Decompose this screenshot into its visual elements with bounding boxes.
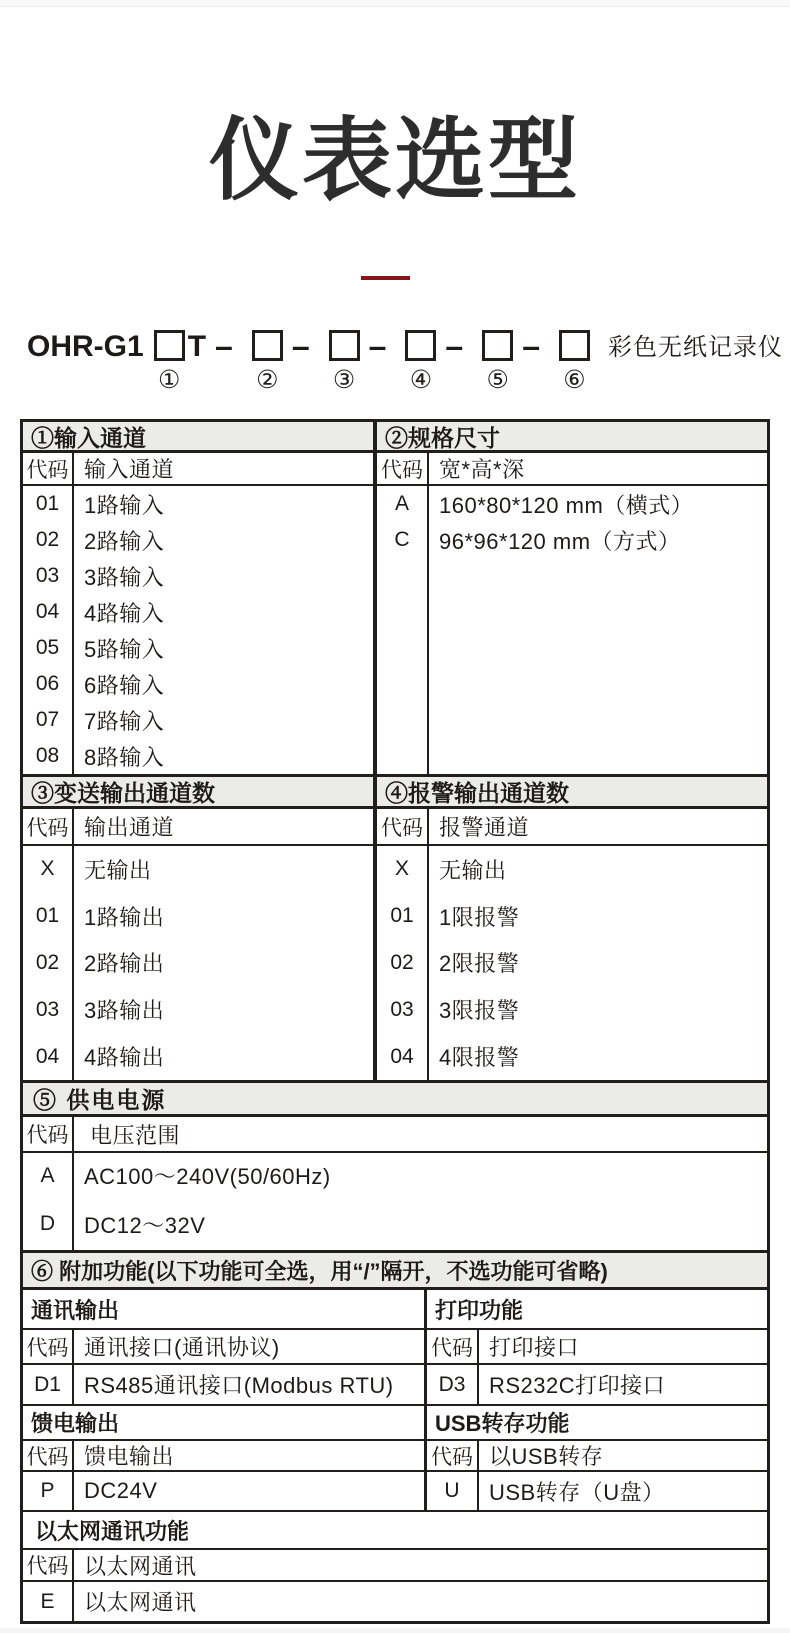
section-header-band-1-2 [23,422,767,453]
desc-header: 以USB转存 [489,1444,604,1469]
row-code: D3 [427,1365,479,1404]
box-index-1: ① [157,366,181,394]
row-desc: DC24V [84,1478,158,1503]
code-header: 代码 [23,1441,74,1470]
column-header-row [23,1550,767,1582]
selection-table [20,419,770,1624]
section-3-title: ③变送输出通道数 [23,777,377,806]
row-desc: 无输出 [84,857,152,883]
code-header: 代码 [23,453,74,484]
row-code: D [23,1198,74,1250]
section-body-band-1-2 [23,453,767,777]
table-row [23,1033,373,1080]
section-6-body [23,1290,767,1512]
empty-filler [377,558,767,774]
section-4-title: ④报警输出通道数 [385,780,569,806]
table-row [23,893,373,940]
column-header-row [377,809,767,846]
print-function-title: 打印功能 [427,1290,767,1330]
section-header-band-3-4 [23,777,767,809]
option-box-4 [405,330,436,361]
model-t-suffix: T [187,330,207,363]
code-header: 代码 [377,809,429,844]
desc-header: 输入通道 [84,457,175,482]
ethernet-section [23,1512,767,1621]
row-code: 08 [23,738,74,774]
table-row [23,1365,424,1406]
table-row [23,1198,767,1250]
row-code: A [23,1153,74,1198]
column-header-row [23,1330,424,1365]
section-3-body [23,809,377,1080]
page-top-strip [0,0,790,7]
section-1-title: ①输入通道 [23,422,377,450]
row-code: 03 [23,558,74,594]
column-header-row [23,453,373,486]
option-box-3 [329,330,360,361]
row-desc: 2路输入 [84,528,165,554]
row-code: 02 [23,522,74,558]
section-body-band-3-4 [23,809,767,1083]
row-desc: 3路输出 [84,998,165,1024]
section-5-body [23,1117,767,1250]
row-desc: 2路输出 [84,951,165,977]
model-box-4 [405,327,436,393]
box-index-2: ② [256,366,279,394]
model-code-line [27,327,783,393]
column-header-row [23,809,373,846]
table-row [23,594,373,630]
row-code: 04 [23,594,74,630]
row-desc: RS485通讯接口(Modbus RTU) [84,1373,394,1398]
page-bottom-strip [0,1628,790,1633]
row-code: 07 [23,702,74,738]
model-box-6 [559,327,590,393]
row-desc: USB转存（U盘） [489,1479,665,1505]
table-row [427,1365,767,1406]
title-underline [361,276,410,280]
table-row [23,1582,767,1621]
row-code: 03 [23,986,74,1033]
row-code: C [377,522,429,558]
row-desc: 1路输出 [84,904,165,930]
section-5-header [23,1083,767,1117]
code-header: 代码 [23,1330,74,1363]
row-desc: 7路输入 [84,708,165,734]
row-desc: DC12～32V [84,1212,206,1238]
row-desc: AC100～240V(50/60Hz) [84,1164,331,1189]
table-row [23,702,373,738]
desc-header: 输出通道 [84,815,175,840]
model-box-1 [154,327,185,393]
dash-separator: – [291,328,310,364]
row-desc: 4限报警 [439,1045,520,1071]
row-code: 02 [23,940,74,987]
table-row [23,630,373,666]
option-box-1 [154,330,185,361]
code-header: 代码 [427,1441,479,1470]
section-5-title: ⑤ 供电电源 [33,1087,167,1113]
column-header-row [23,1117,767,1153]
row-code: 04 [377,1033,429,1080]
table-row [23,986,373,1033]
table-row [377,486,767,522]
row-desc: 6路输入 [84,672,165,698]
row-desc: RS232C打印接口 [489,1373,666,1398]
row-code: 01 [23,486,74,522]
desc-header: 报警通道 [439,815,530,840]
row-code: 02 [377,940,429,987]
table-row [377,1033,767,1080]
box-index-3: ③ [332,366,356,394]
dash-separator: – [445,328,464,364]
row-code: 01 [23,893,74,940]
section-6-left [23,1290,427,1510]
desc-header: 馈电输出 [84,1444,175,1469]
option-box-6 [559,330,590,361]
code-header: 代码 [23,809,74,844]
code-header: 代码 [23,1117,74,1151]
table-row [23,486,373,522]
table-row [23,738,373,774]
row-desc: 2限报警 [439,951,520,977]
table-row [23,666,373,702]
option-box-5 [482,330,513,361]
table-row [377,846,767,893]
row-code: 06 [23,666,74,702]
desc-header: 电压范围 [90,1122,181,1148]
row-code: 01 [377,893,429,940]
row-code: X [23,846,74,893]
row-code: D1 [23,1365,74,1404]
row-desc: 160*80*120 mm（横式） [439,492,694,518]
dash-separator: – [215,328,233,364]
dash-separator: – [368,328,387,364]
dash-separator: – [522,328,540,364]
row-code: E [23,1582,74,1621]
row-desc: 5路输入 [84,636,165,662]
usb-function-title: USB转存功能 [427,1406,767,1441]
code-header: 代码 [377,453,429,484]
table-row [377,522,767,558]
row-desc: 3路输入 [84,564,165,590]
table-row [23,1153,767,1198]
row-desc: 1路输入 [84,492,165,518]
table-row [23,846,373,893]
row-desc: 无输出 [439,857,507,883]
model-prefix: OHR-G1 [27,330,144,363]
code-header: 代码 [23,1550,74,1580]
row-desc: 4路输出 [84,1045,165,1071]
row-desc: 以太网通讯 [84,1590,197,1615]
row-code: U [427,1472,479,1510]
row-code: 03 [377,986,429,1033]
column-header-row [377,453,767,486]
table-row [23,558,373,594]
table-row [377,893,767,940]
product-name: 彩色无纸记录仪 [608,334,783,361]
row-desc: 4路输入 [84,600,165,626]
table-row [23,1472,424,1510]
section-2-body [377,453,767,774]
desc-header: 以太网通讯 [84,1553,197,1579]
empty-desc-cell [429,558,767,774]
desc-header: 宽*高*深 [439,457,525,482]
code-header: 代码 [427,1330,479,1363]
column-header-row [23,1441,424,1472]
row-code: 04 [23,1033,74,1080]
row-code: 05 [23,630,74,666]
feed-output-title: 馈电输出 [23,1406,424,1441]
section-6-title: ⑥ 附加功能(以下功能可全选，用“/”隔开，不选功能可省略) [31,1258,608,1284]
column-header-row [427,1330,767,1365]
row-code: P [23,1472,74,1510]
model-box-5 [482,327,513,393]
ethernet-title: 以太网通讯功能 [23,1512,767,1550]
desc-header: 打印接口 [489,1335,580,1360]
row-desc: 96*96*120 mm（方式） [439,528,681,554]
table-row [427,1472,767,1510]
row-desc: 8路输入 [84,744,165,770]
row-code: A [377,486,429,522]
table-row [23,522,373,558]
row-desc: 1限报警 [439,904,520,930]
section-6-right [427,1290,767,1510]
section-4-body [377,809,767,1080]
desc-header: 通讯接口(通讯协议) [84,1335,280,1360]
table-row [377,940,767,987]
section-6-header [23,1250,767,1290]
box-index-4: ④ [409,366,433,394]
model-box-2 [252,327,283,393]
column-header-row [427,1441,767,1472]
table-row [377,986,767,1033]
row-desc: 3限报警 [439,998,520,1024]
comm-output-title: 通讯输出 [23,1290,424,1330]
model-box-3 [329,327,360,393]
section-1-body [23,453,377,774]
empty-code-cell [377,558,429,774]
row-code: X [377,846,429,893]
box-index-6: ⑥ [563,366,586,394]
option-box-2 [252,330,283,361]
box-index-5: ⑤ [486,366,509,394]
section-2-title: ②规格尺寸 [385,424,500,451]
table-row [23,940,373,987]
page-title: 仪表选型 [209,111,581,211]
